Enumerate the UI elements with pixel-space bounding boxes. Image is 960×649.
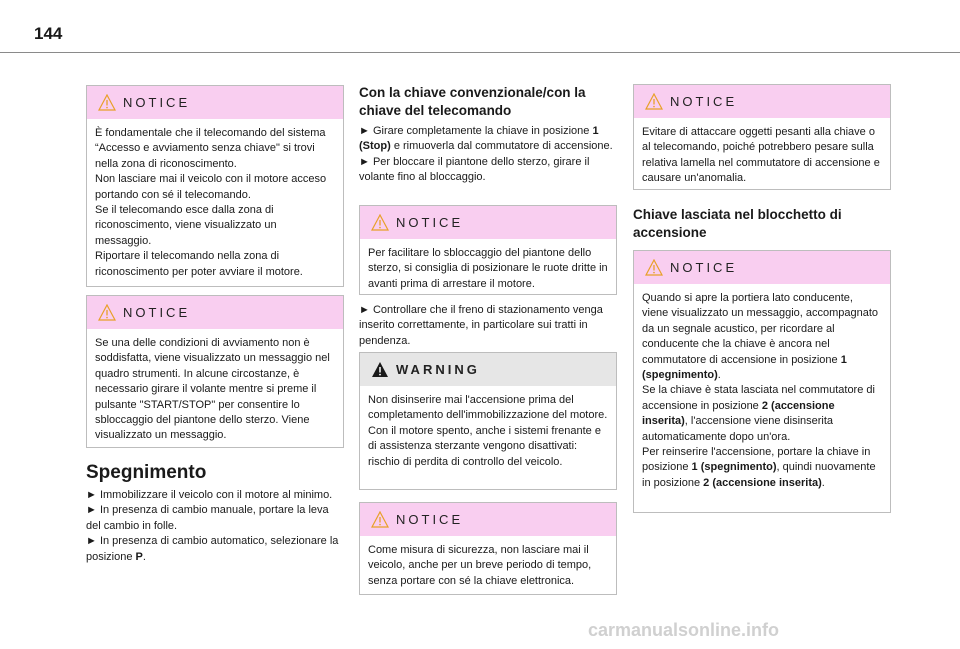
warning-triangle-icon <box>371 214 389 231</box>
warning-box-ignition <box>359 352 617 490</box>
notice-paragraph: Per reinserire l'accensione, portare la chiave in posizione 1 (spegnimento), quindi nuovamente in posizione 2 (accensione inserita). <box>642 446 876 489</box>
step-parking-brake: ► Controllare che il freno di stazionamento venga inserito correttamente, in particolare sui tratti in pendenza. <box>359 304 603 347</box>
notice-header <box>360 206 616 239</box>
section-heading-conventional-key: Con la chiave convenzionale/con la chiave del telecomando <box>359 85 586 118</box>
step-turn-key: ► Girare completamente la chiave in posizione 1 (Stop) e rimuoverla dal commutatore di accensione. <box>359 125 613 153</box>
section-heading-spegnimento: Spegnimento <box>86 462 207 483</box>
notice-text: Come misura di sicurezza, non lasciare mai il veicolo, anche per un breve periodo di tempo, senza portare con sé la chiave elettronica. <box>368 544 592 587</box>
step-idle: ► Immobilizzare il veicolo con il motore al minimo. <box>86 489 333 501</box>
notice-title: NOTICE <box>123 95 191 110</box>
warning-text: Non disinserire mai l'accensione prima del completamento dell'immobilizzazione del motore. Con il motore spento, anche i sistemi frenante e di assistenza sterzante vengono disattivati: rischio di perdita di controllo del veicolo. <box>368 394 608 468</box>
notice-box-heavy-objects <box>633 84 891 190</box>
warning-triangle-icon <box>371 511 389 528</box>
notice-title: NOTICE <box>396 215 464 230</box>
step-automatic-gearbox: ► In presenza di cambio automatico, selezionare la posizione P. <box>86 535 339 563</box>
warning-triangle-icon <box>645 259 663 276</box>
notice-header <box>360 503 616 536</box>
notice-title: NOTICE <box>396 512 464 527</box>
notice-header <box>634 85 890 118</box>
notice-text <box>634 284 890 499</box>
section-heading-key-left: Chiave lasciata nel blocchetto di accensione <box>633 207 842 240</box>
page-number: 144 <box>34 24 63 43</box>
notice-box-electronic-key <box>359 502 617 595</box>
notice-title: NOTICE <box>123 305 191 320</box>
warning-triangle-icon <box>645 93 663 110</box>
notice-header <box>87 86 343 119</box>
notice-paragraph: Quando si apre la portiera lato conducente, viene visualizzato un messaggio, accompagnato da un segnale acustico, per ricordare al conducente che la chiave è ancora nel commutatore di accensione in posizione 1 (spegnimento). <box>642 292 879 382</box>
procedure-steps <box>86 488 344 565</box>
notice-box-key-left <box>633 250 891 513</box>
notice-box-key-zone <box>86 85 344 287</box>
header-divider <box>0 52 960 53</box>
notice-text: È fondamentale che il telecomando del sistema “Accesso e avviamento senza chiave" si trovi nella zona di riconoscimento. Non lasciare mai il veicolo con il motore acceso portando con sé il telecomando. Se il telecomando esce dalla zona di riconoscimento, viene visualizzato un messaggio. Riportare il telecomando nella zona di riconoscimento per poter avviare il motore. <box>95 127 327 278</box>
warning-title: WARNING <box>396 362 480 377</box>
notice-title: NOTICE <box>670 94 738 109</box>
warning-header <box>360 353 616 386</box>
step-manual-gearbox: ► In presenza di cambio manuale, portare la leva del cambio in folle. <box>86 504 329 532</box>
warning-triangle-icon <box>371 361 389 378</box>
notice-header <box>634 251 890 284</box>
step-lock-steering: ► Per bloccare il piantone dello sterzo, girare il volante fino al bloccaggio. <box>359 155 590 184</box>
warning-triangle-icon <box>98 304 116 321</box>
watermark: carmanualsonline.info <box>588 620 780 640</box>
notice-paragraph: Se la chiave è stata lasciata nel commutatore di accensione in posizione 2 (accensione inserita), l'accensione viene disinserita automaticamente dopo un'ora. <box>642 384 875 443</box>
notice-text: Evitare di attaccare oggetti pesanti alla chiave o al telecomando, poiché potrebbero pesare sulla relativa lamella nel commutatore di accensione e causare un'anomalia. <box>642 126 880 185</box>
key-steps <box>359 124 617 186</box>
notice-box-start-conditions <box>86 295 344 448</box>
warning-triangle-icon <box>98 94 116 111</box>
notice-header <box>87 296 343 329</box>
notice-title: NOTICE <box>670 260 738 275</box>
notice-box-steering-unlock <box>359 205 617 295</box>
notice-text: Per facilitare lo sbloccaggio del piantone dello sterzo, si consiglia di posizionare le ruote dritte in avanti prima di arrestare il motore. <box>368 247 608 290</box>
notice-text: Se una delle condizioni di avviamento non è soddisfatta, viene visualizzato un messaggio nel quadro strumenti. In alcune circostanze, è necessario girare il volante mentre si preme il pulsante "START/STOP" per consentire lo sbloccaggio del piantone dello sterzo. Viene visualizzato un messaggio. <box>95 337 330 442</box>
